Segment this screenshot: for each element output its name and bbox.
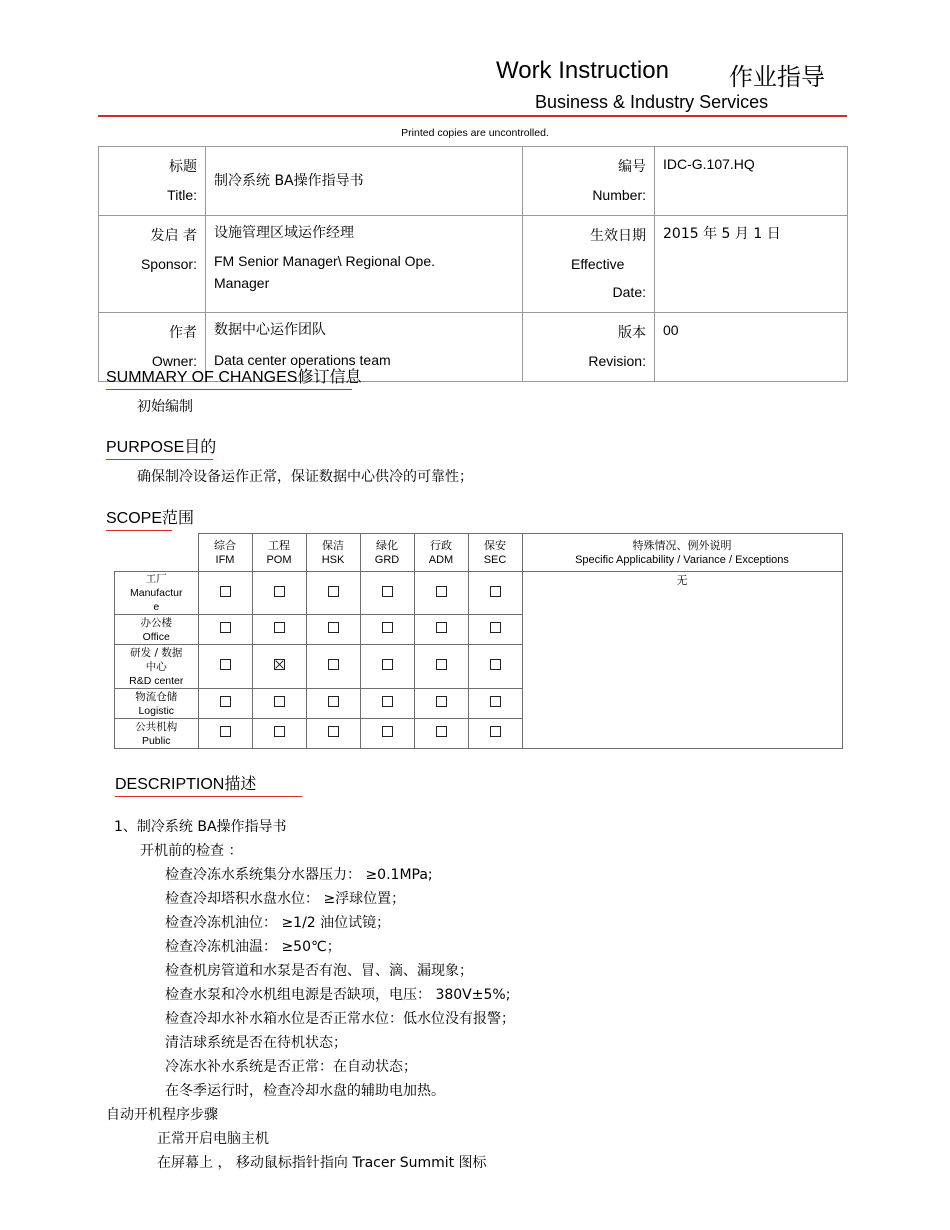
owner-value-zh: 数据中心运作团队 — [214, 322, 326, 338]
revision-value-text: 00 — [663, 322, 679, 338]
revision-label-zh: 版本 — [618, 325, 646, 341]
scope-cell — [468, 615, 522, 645]
scope-heading — [106, 505, 194, 528]
scope-cell — [468, 719, 522, 749]
checkbox[interactable] — [220, 586, 231, 597]
col-zh: 综合 — [214, 538, 236, 552]
col-en: POM — [266, 553, 292, 566]
title-label-zh: 标题 — [169, 159, 197, 175]
purpose-text: 确保制冷设备运作正常，保证数据中心供冷的可靠性； — [137, 469, 473, 485]
doc-title-en: Work Instruction — [496, 57, 669, 84]
col-en: GRD — [374, 553, 400, 566]
col-en: IFM — [215, 553, 235, 566]
scope-cell — [360, 615, 414, 645]
scope-cell — [198, 615, 252, 645]
checkbox[interactable] — [328, 622, 339, 633]
scope-row — [115, 572, 843, 615]
checkbox[interactable] — [436, 622, 447, 633]
special-header-en: Specific Applicability / Variance / Exceptions — [575, 553, 789, 566]
checkbox[interactable] — [220, 696, 231, 707]
sponsor-value — [206, 216, 523, 313]
checkbox[interactable] — [436, 586, 447, 597]
number-label — [523, 147, 655, 216]
description-heading-text: DESCRIPTION描述 — [115, 776, 257, 793]
check-item: 检查冷冻机油位： ≥1/2 油位试镜； — [165, 915, 391, 931]
revision-label-en: Revision: — [588, 353, 646, 369]
purpose-heading — [106, 434, 216, 457]
checkbox[interactable] — [328, 726, 339, 737]
checked-checkbox[interactable] — [274, 659, 285, 670]
scope-cell — [306, 719, 360, 749]
scope-col-header — [360, 534, 414, 572]
checkbox[interactable] — [436, 726, 447, 737]
scope-cell — [360, 689, 414, 719]
scope-row-label-line: 物流仓储 — [135, 690, 178, 703]
scope-cell — [414, 719, 468, 749]
scope-row-label — [115, 615, 199, 645]
purpose-underline — [106, 459, 213, 460]
checkbox[interactable] — [490, 659, 501, 670]
checkbox[interactable] — [274, 696, 285, 707]
purpose-heading-text: PURPOSE目的 — [106, 439, 217, 456]
description-heading — [115, 771, 256, 794]
item1-title: 1、制冷系统 BA操作指导书 — [114, 819, 287, 835]
auto-step: 在屏幕上 ， 移动鼠标指针指向 Tracer Summit 图标 — [157, 1155, 487, 1171]
scope-cell — [306, 615, 360, 645]
checkbox[interactable] — [220, 726, 231, 737]
special-value: 无 — [522, 572, 842, 749]
scope-row-label-line: e — [153, 601, 160, 613]
col-zh: 绿化 — [376, 538, 398, 552]
scope-row-label-line: R&D center — [129, 674, 184, 687]
scope-cell — [252, 645, 306, 689]
scope-cell — [252, 615, 306, 645]
summary-heading-text: SUMMARY OF CHANGES修订信息 — [106, 369, 362, 386]
auto-start-title: 自动开机程序步骤 — [106, 1107, 218, 1123]
checkbox[interactable] — [382, 726, 393, 737]
scope-underline — [106, 530, 172, 531]
sponsor-label — [99, 216, 206, 313]
col-en: SEC — [483, 553, 507, 566]
scope-cell — [468, 645, 522, 689]
scope-row-label-line: Manufactur — [129, 587, 183, 599]
owner-label-en: Owner: — [151, 353, 197, 369]
col-en: ADM — [428, 553, 454, 566]
special-header-zh: 特殊情况、例外说明 — [632, 538, 732, 552]
scope-cell — [414, 645, 468, 689]
scope-cell — [360, 572, 414, 615]
number-label-zh: 编号 — [618, 159, 646, 175]
sponsor-value-en-cont: Manager — [214, 275, 270, 291]
sponsor-label-zh: 发启 者 — [150, 228, 197, 244]
scope-row-label — [115, 689, 199, 719]
scope-col-header — [252, 534, 306, 572]
table-row — [99, 216, 848, 313]
scope-cell — [198, 645, 252, 689]
scope-row-label-line: 办公楼 — [140, 616, 172, 629]
number-value — [655, 147, 848, 216]
owner-value-en: Data center operations team — [214, 352, 391, 368]
check-item: 检查冷却塔积水盘水位： ≥浮球位置； — [165, 891, 406, 907]
checkbox[interactable] — [220, 622, 231, 633]
scope-cell — [414, 572, 468, 615]
checkbox[interactable] — [382, 586, 393, 597]
scope-cell — [306, 645, 360, 689]
scope-row-label-line: Logistic — [138, 704, 175, 717]
scope-col-header — [198, 534, 252, 572]
scope-cell — [252, 572, 306, 615]
checkbox[interactable] — [490, 622, 501, 633]
scope-row-label-line: 研发 / 数据 — [130, 646, 183, 659]
revision-label — [523, 313, 655, 382]
checkbox[interactable] — [328, 696, 339, 707]
checkbox[interactable] — [328, 659, 339, 670]
check-item: 检查冷冻水系统集分水器压力： ≥0.1MPa; — [165, 867, 433, 883]
scope-row-label — [115, 645, 199, 689]
scope-table — [114, 533, 843, 749]
checkbox[interactable] — [490, 696, 501, 707]
scope-heading-text: SCOPE范围 — [106, 510, 195, 527]
checkbox[interactable] — [436, 696, 447, 707]
owner-label-zh: 作者 — [169, 325, 197, 341]
summary-heading — [106, 364, 361, 387]
checkbox[interactable] — [490, 586, 501, 597]
check-item: 检查水泵和冷水机组电源是否缺项，电压： 380V±5%; — [165, 987, 511, 1003]
check-item: 在冬季运行时，检查冷却水盘的辅助电加热。 — [165, 1083, 445, 1099]
effective-label-en-cont: Date: — [612, 284, 646, 300]
doc-subtitle: Business & Industry Services — [535, 92, 769, 112]
auto-step: 正常开启电脑主机 — [157, 1131, 269, 1147]
scope-header-row — [115, 534, 843, 572]
effective-value — [655, 216, 848, 313]
scope-corner — [115, 534, 199, 572]
sponsor-value-zh: 设施管理区域运作经理 — [214, 225, 354, 241]
header-divider — [98, 115, 847, 117]
checkbox[interactable] — [274, 586, 285, 597]
scope-cell — [468, 689, 522, 719]
scope-row-label-line: 工厂 — [145, 573, 167, 585]
summary-text: 初始编制 — [137, 399, 193, 415]
checkbox[interactable] — [220, 659, 231, 670]
col-en: HSK — [321, 553, 345, 566]
checkbox[interactable] — [274, 726, 285, 737]
revision-value — [655, 313, 848, 382]
effective-label-en: Effective — [571, 256, 625, 272]
scope-cell — [198, 719, 252, 749]
description-underline — [115, 796, 302, 797]
scope-row-label-line: Office — [142, 630, 170, 643]
checkbox[interactable] — [328, 586, 339, 597]
sponsor-value-en: FM Senior Manager\ Regional Ope. — [214, 253, 435, 269]
check-item: 检查冷冻机油温： ≥50℃； — [165, 939, 341, 955]
document-info-table — [98, 146, 848, 382]
scope-col-header — [306, 534, 360, 572]
col-zh: 保洁 — [322, 538, 344, 552]
number-label-en: Number: — [592, 187, 646, 203]
scope-cell — [468, 572, 522, 615]
title-value-text: 制冷系统 BA操作指导书 — [214, 173, 364, 189]
check-item: 冷冻水补水系统是否正常：在自动状态； — [165, 1059, 417, 1075]
scope-row-label — [115, 572, 199, 615]
summary-underline — [106, 389, 352, 390]
checkbox[interactable] — [382, 659, 393, 670]
checkbox[interactable] — [274, 622, 285, 633]
scope-cell — [360, 645, 414, 689]
col-zh: 保安 — [484, 538, 506, 552]
sponsor-label-en: Sponsor: — [140, 256, 197, 272]
effective-label-zh: 生效日期 — [590, 228, 646, 244]
precheck-title: 开机前的检查 ： — [140, 843, 243, 859]
scope-cell — [360, 719, 414, 749]
table-row — [99, 147, 848, 216]
scope-cell — [306, 572, 360, 615]
scope-row-label-line: 公共机构 — [135, 720, 178, 733]
scope-cell — [252, 689, 306, 719]
effective-value-text: 2015 年 5 月 1 日 — [663, 226, 781, 242]
printed-copies-note: Printed copies are uncontrolled. — [401, 127, 549, 139]
checkbox[interactable] — [382, 622, 393, 633]
doc-title-zh: 作业指导 — [729, 63, 825, 91]
title-value — [206, 147, 523, 216]
title-label-en: Title: — [167, 187, 197, 203]
special-header — [522, 534, 842, 572]
checkbox[interactable] — [436, 659, 447, 670]
check-item: 清洁球系统是否在待机状态； — [165, 1035, 347, 1051]
scope-cell — [198, 572, 252, 615]
col-zh: 行政 — [430, 538, 452, 552]
scope-col-header — [468, 534, 522, 572]
check-item: 检查机房管道和水泵是否有泡、冒、滴、漏现象； — [165, 963, 473, 979]
scope-cell — [414, 615, 468, 645]
scope-row-label-line: Public — [141, 734, 171, 747]
col-zh: 工程 — [268, 538, 290, 552]
check-item: 检查冷却水补水箱水位是否正常水位：低水位没有报警； — [165, 1011, 515, 1027]
scope-cell — [198, 689, 252, 719]
scope-col-header — [414, 534, 468, 572]
scope-cell — [414, 689, 468, 719]
scope-row-label-line: 中心 — [145, 660, 167, 673]
scope-cell — [252, 719, 306, 749]
checkbox[interactable] — [490, 726, 501, 737]
scope-cell — [306, 689, 360, 719]
effective-label — [523, 216, 655, 313]
number-value-text: IDC-G.107.HQ — [663, 156, 755, 172]
title-label — [99, 147, 206, 216]
checkbox[interactable] — [382, 696, 393, 707]
scope-row-label — [115, 719, 199, 749]
